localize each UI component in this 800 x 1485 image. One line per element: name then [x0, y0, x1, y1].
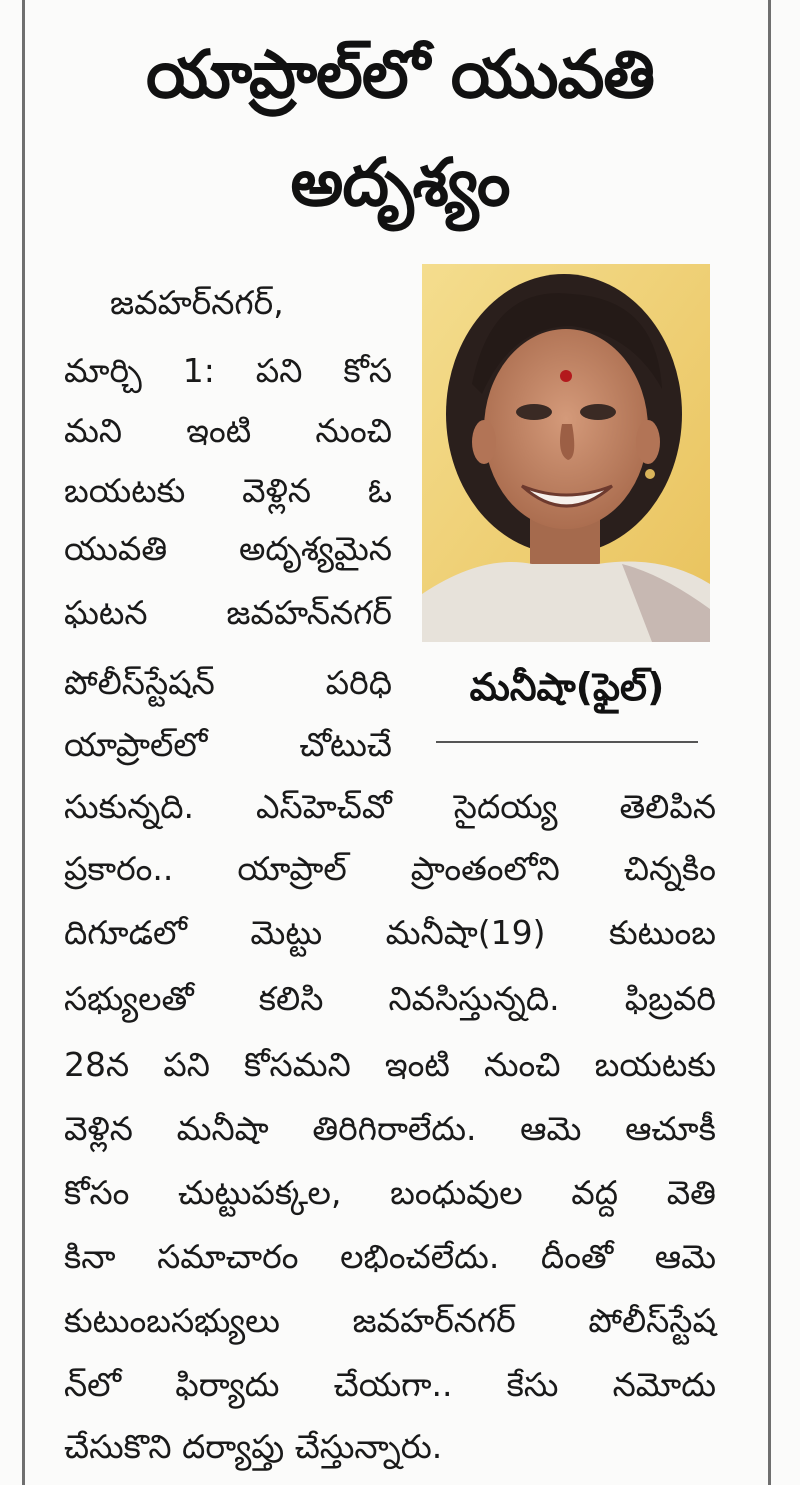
body-line: న్‌లో ఫిర్యాదు చేయగా.. కేసు నమోదు [64, 1365, 716, 1404]
right-column-rule [768, 0, 771, 1485]
left-column-rule [22, 0, 25, 1485]
body-line: కోసం చుట్టుపక్కల, బంధువుల వద్ద వెతి [64, 1173, 716, 1212]
body-line: జవహర్‌నగర్, [110, 283, 284, 322]
body-line: బయటకు వెళ్లిన ఓ [64, 471, 392, 510]
body-line: కినా సమాచారం లభించలేదు. దీంతో ఆమె [64, 1237, 716, 1276]
body-line: దిగూడలో మెట్టు మనీషా(19) కుటుంబ [64, 913, 716, 952]
body-line: సుకున్నది. ఎస్‌హెచ్‌వో సైదయ్య తెలిపిన [64, 787, 716, 826]
body-line: చేసుకొని దర్యాప్తు చేస్తున్నారు. [64, 1427, 443, 1466]
headline-line-2: అదృశ్యం [290, 144, 510, 221]
body-line: పోలీస్‌స్టేషన్ పరిధి [64, 663, 392, 702]
body-line: సభ్యులతో కలిసి నివసిస్తున్నది. ఫిబ్రవరి [64, 979, 716, 1018]
body-line: కుటుంబసభ్యులు జవహర్‌నగర్ పోలీస్‌స్టేష [64, 1301, 716, 1340]
body-line: మార్చి 1: పని కోస [64, 351, 392, 390]
headline-line-1: యాప్రాల్‌లో యువతి [146, 36, 654, 113]
portrait-photo [422, 264, 710, 642]
body-line: ప్రకారం.. యాప్రాల్ ప్రాంతంలోని చిన్నకిం [64, 849, 716, 888]
body-line: ఘటన జవహన్‌నగర్ [64, 593, 392, 632]
body-line: యువతి అదృశ్యమైన [64, 529, 392, 568]
photo-caption: మనీషా(ఫైల్) [469, 665, 665, 709]
body-line: యాప్రాల్‌లో చోటుచే [64, 725, 392, 764]
caption-underline [436, 741, 698, 743]
body-line: వెళ్లిన మనీషా తిరిగిరాలేదు. ఆమె ఆచూకీ [64, 1109, 716, 1148]
body-line: 28న పని కోసమని ఇంటి నుంచి బయటకు [64, 1045, 716, 1084]
body-line: మని ఇంటి నుంచి [64, 411, 392, 450]
